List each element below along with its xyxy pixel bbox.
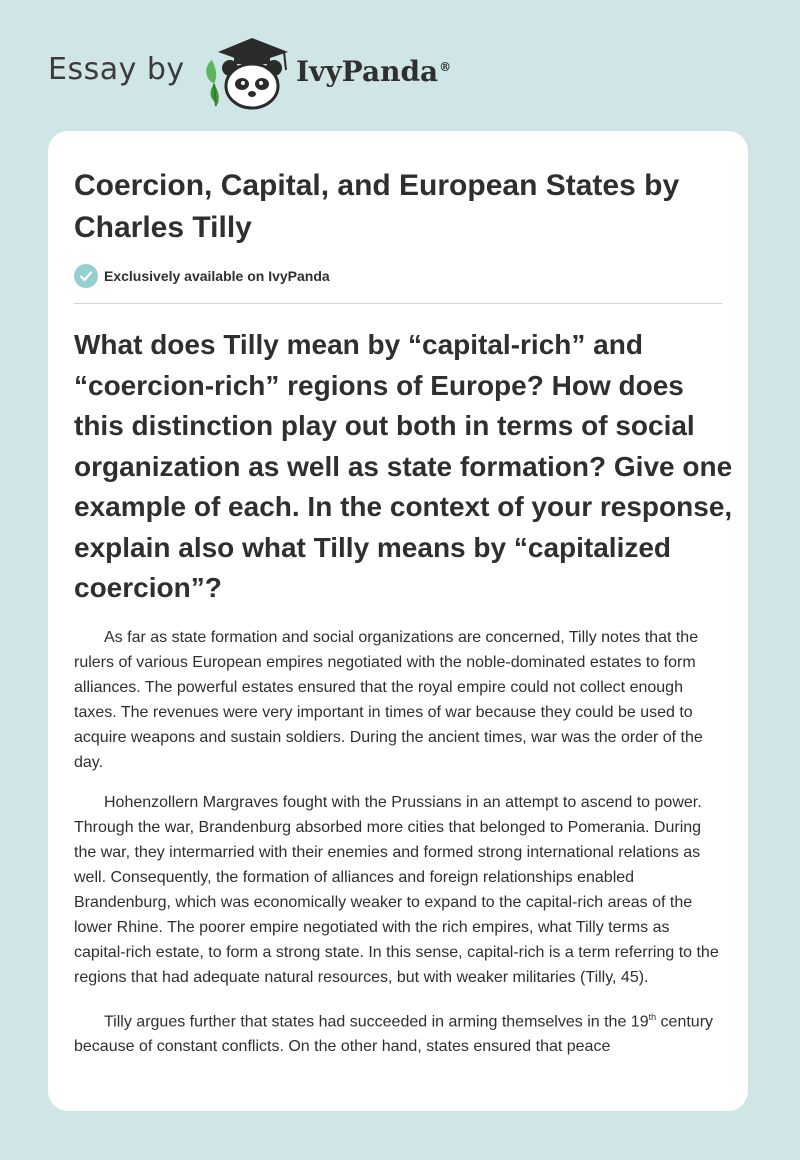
brand-name[interactable] <box>296 55 451 88</box>
ordinal-suffix: th <box>648 1012 657 1022</box>
essay-body <box>74 625 724 1074</box>
site-header <box>0 0 800 130</box>
paragraph: Hohenzollern Margraves fought with the Prussians in an attempt to ascend to power. Through the war, Brandenburg absorbed more cities that belonged to Pomerania. During the war, they intermarried with their enemies and formed strong international relations as well. Consequently, the formation of alliances and foreign relationships enabled Brandenburg, which was economically weaker to expand to the capital-rich areas of the lower Rhine. The poorer empire negotiated with the rich empires, what Tilly terms as capital-rich estate, to form a strong state. In this sense, capital-rich is a term referring to the regions that had adequate natural resources, but with weaker militaries (Tilly, 45). <box>74 794 719 986</box>
badge-label: Exclusively available on IvyPanda <box>104 268 330 284</box>
divider <box>74 303 722 304</box>
registered-mark: ® <box>439 59 452 74</box>
leaf-icon <box>206 60 219 106</box>
check-icon <box>74 264 98 288</box>
paragraph: As far as state formation and social organizations are concerned, Tilly notes that the rulers of various European empires negotiated with the noble-dominated estates to form alliances. The powerful estates ensured that the royal empire could not collect enough taxes. The revenues were very important in times of war because they could be used to acquire weapons and sustain soldiers. During the ancient times, war was the order of the day. <box>74 629 703 771</box>
paragraph-text: Tilly argues further that states had succeeded in arming themselves in the 19 <box>104 1013 649 1031</box>
essay-title: Coercion, Capital, and European States by Charles Tilly <box>74 169 680 244</box>
paragraph <box>74 1005 724 1059</box>
paragraph-text: century because of constant conflicts. On the other hand, states ensured that peace <box>74 1013 714 1056</box>
exclusive-badge <box>74 263 330 289</box>
brand-text: IvyPanda <box>296 55 439 88</box>
essay-question: What does Tilly mean by “capital-rich” and “coercion-rich” regions of Europe? How does this distinction play out both in terms of social organization as well as state formation? Give one example of each. In the context of your response, explain also what Tilly means by “capitalized coercion”? <box>74 329 733 603</box>
panda-graduate-logo-icon[interactable] <box>200 36 292 110</box>
essay-by-label: Essay by <box>48 52 185 87</box>
essay-card <box>48 131 748 1111</box>
